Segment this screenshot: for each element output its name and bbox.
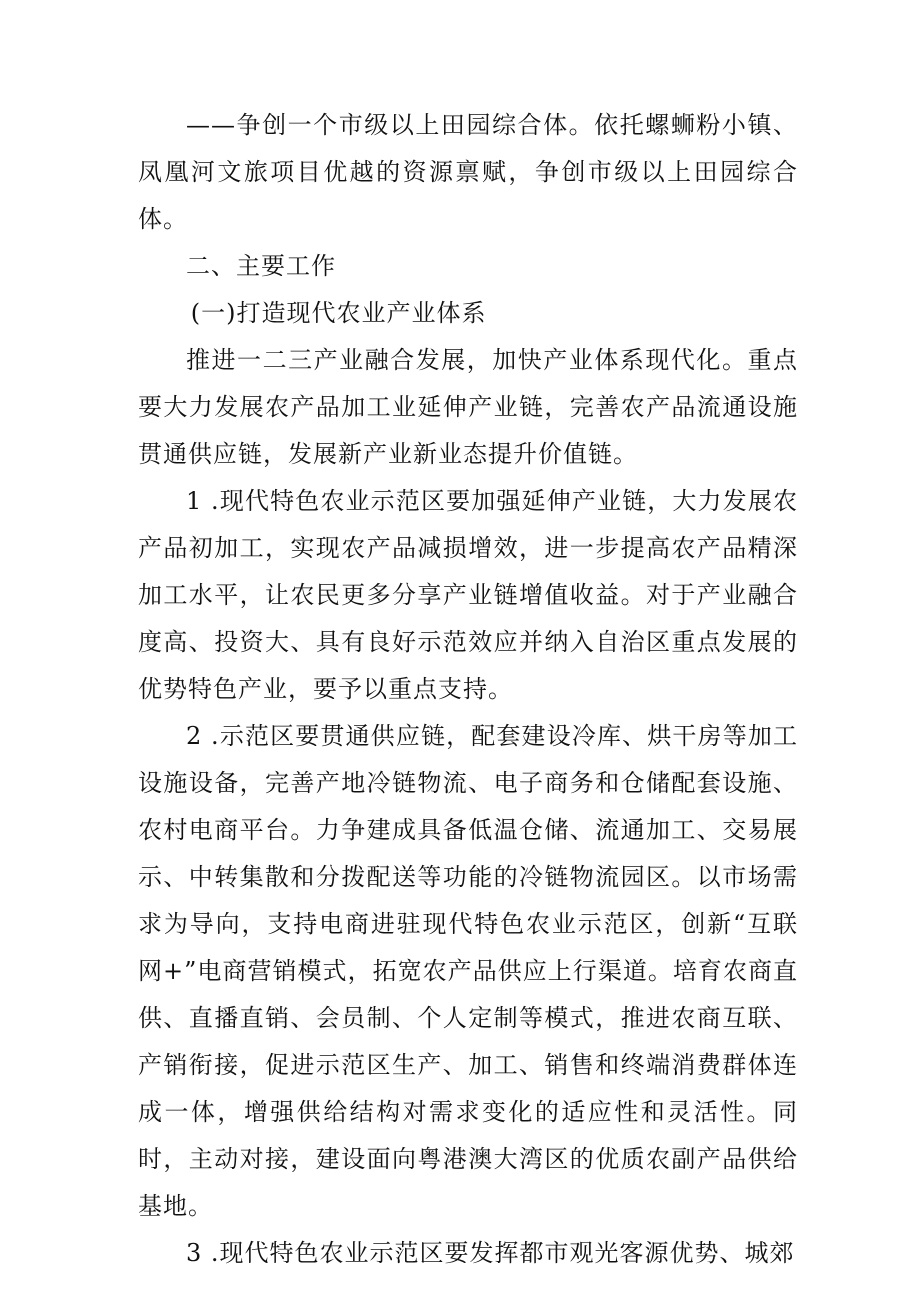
section-heading-main-work: 二、主要工作	[186, 252, 336, 280]
paragraph-item-1: 1 .现代特色农业示范区要加强延伸产业链，大力发展农产品初加工，实现农产品减损增效，进一步提高农产品精深加工水平，让农民更多分享产业链增值收益。对于产业融合度高、投资大、具有良好示范效应并纳入自治区重点发展的优势特色产业，要予以重点支持。	[138, 487, 798, 703]
subsection-heading-industry-system: (一)打造现代农业产业体系	[190, 299, 487, 327]
paragraph-item-3: 3 .现代特色农业示范区要发挥都市观光客源优势、城郊	[186, 1239, 795, 1267]
paragraph-industry-integration: 推进一二三产业融合发展，加快产业体系现代化。重点要大力发展农产品加工业延伸产业链，完善农产品流通设施贯通供应链，发展新产业新业态提升价值链。	[138, 346, 798, 468]
document-body	[138, 102, 798, 1277]
paragraph-tianyuan-complex: ——争创一个市级以上田园综合体。依托螺蛳粉小镇、凤凰河文旅项目优越的资源禀赋，争创市级以上田园综合体。	[138, 111, 798, 233]
paragraph-item-2: 2 .示范区要贯通供应链，配套建设冷库、烘干房等加工设施设备，完善产地冷链物流、电子商务和仓储配套设施、农村电商平台。力争建成具备低温仓储、流通加工、交易展示、中转集散和分拨配送等功能的冷链物流园区。以市场需求为导向，支持电商进驻现代特色农业示范区，创新“互联网+”电商营销模式，拓宽农产品供应上行渠道。培育农商直供、直播直销、会员制、个人定制等模式，推进农商互联、产销衔接，促进示范区生产、加工、销售和终端消费群体连成一体，增强供给结构对需求变化的适应性和灵活性。同时，主动对接，建设面向粤港澳大湾区的优质农副产品供给基地。	[138, 722, 798, 1220]
